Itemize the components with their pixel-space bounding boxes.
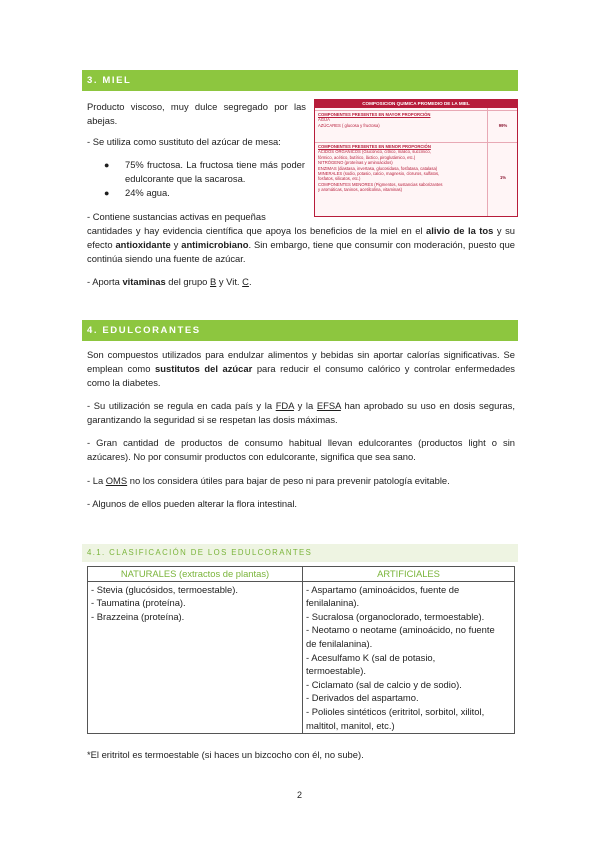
eritritol-note: *El eritritol es termoestable (si haces un bizcocho con él, no sube). [87, 749, 364, 760]
subsection-header-clasificacion: 4.1. CLASIFICACIÓN DE LOS EDULCORANTES [82, 544, 518, 562]
list-item: - Ciclamato (sal de calcio y de sodio). [306, 678, 462, 690]
list-item: - Brazzeina (proteína). [91, 610, 185, 622]
page-number: 2 [296, 790, 302, 800]
efsa-link: EFSA [316, 400, 341, 411]
miel-intro: Producto viscoso, muy dulce segregado por las abejas. [87, 101, 306, 126]
list-item: - Neotamo o neotame (aminoácido, no fuente de fenilalanina). [306, 624, 495, 649]
miel-sustancias-line1: - Contiene sustancias activas en pequeñas [87, 211, 266, 222]
list-item: - Acesulfamo K (sal de potasio, termoestable). [306, 651, 436, 677]
antimicrobiano-term: antimicrobiano [181, 239, 249, 250]
section-header-edulcorantes: 4. EDULCORANTES [82, 320, 518, 341]
section-header-miel: 3. MIEL [82, 70, 518, 91]
bullet-fructosa: 75% fructosa. La fructosa tiene más poder edulcorante que la sacarosa. [125, 159, 305, 184]
composition-table-image [314, 99, 518, 217]
list-item: - Polioles sintéticos (eritritol, sorbitol, xilitol, maltitol, manitol, etc.) [306, 705, 485, 731]
bullet-dot: ● [104, 160, 110, 170]
oms-link: OMS [105, 475, 128, 486]
edulcorantes-definicion: Son compuestos utilizados para endulzar alimentos y bebidas sin aportar calorías significativas. Se emplean como sustitutos del azúcar para reducir el consumo calórico y controlar enfermedades como la diabetes. [87, 349, 515, 388]
list-item: - Taumatina (proteína). [91, 597, 186, 609]
col-header-artificiales: ARTIFICIALES [303, 567, 515, 582]
bullet-dot: ● [104, 188, 110, 198]
edulcorantes-oms: - La OMS no los considera útiles para bajar de peso ni para prevenir patología evitable. [87, 475, 450, 486]
bullet-agua: 24% agua. [125, 187, 170, 198]
edulcorantes-flora: - Algunos de ellos pueden alterar la flora intestinal. [87, 498, 298, 509]
composition-title: COMPOSICION QUIMICA PROMEDIO DE LA MIEL [315, 100, 517, 108]
list-item: - Stevia (glucósidos, termoestable). [91, 583, 238, 595]
fda-link: FDA [275, 400, 294, 411]
list-item: - Aspartamo (aminoácidos, fuente de fenilalanina). [306, 583, 460, 609]
composition-minor-row: COMPONENTES PRESENTES EN MENOR PROPORCIÓN ÁCIDOS ORGÁNICOS (Glucónico, cítrico, málico, succínico, fórmico, acético, butírico, láctico, piroglutámico, etc.) NITRÓGENO (proteínas y aminoácidos) ENZIMAS (diastasa, invertasa, glucosidasa, fosfatasa, catalasa) MINERALES (sodio, potasio, calcio, magnesio, cloruros, sulfatos, fosfatos, silicatos, etc.) COMPONENTES MENORES (Pigmentos, sustancias saborizantes y aromáticas, taninos, acetilcolina, vitaminas) 1% [315, 142, 518, 217]
artificiales-cell [303, 581, 515, 734]
miel-vitaminas: - Aporta vitaminas del grupo B y Vit. C. [87, 276, 252, 287]
list-item: - Derivados del aspartamo. [306, 692, 419, 704]
classification-table [87, 566, 515, 734]
composition-major-row: COMPONENTES PRESENTES EN MAYOR PROPORCIÓN AGUA AZÚCARES ( glucosa y fructosa) 99% [315, 110, 518, 141]
antioxidante-term: antioxidante [115, 239, 171, 250]
edulcorantes-regulacion: - Su utilización se regula en cada país y la FDA y la EFSA han aprobado su uso en dosis seguras, garantizando la seguridad si se respetan las dosis máximas. [87, 400, 515, 425]
col-header-naturales: NATURALES (extractos de plantas) [88, 567, 303, 582]
list-item: - Sucralosa (organoclorado, termoestable). [306, 610, 485, 622]
miel-beneficios: cantidades y hay evidencia científica que apoya los beneficios de la miel en el alivio de la tos y su efecto antioxidante y antimicrobiano. Sin embargo, tiene que consumir con moderación, puesto que continúa siendo una fuente de azúcar. [87, 225, 515, 264]
miel-uso: - Se utiliza como sustituto del azúcar de mesa: [87, 136, 281, 147]
alivio-tos: alivio de la tos [426, 225, 494, 236]
edulcorantes-productos: - Gran cantidad de productos de consumo habitual llevan edulcorantes (productos light o sin azúcares). No por consumir productos con edulcorante, significa que sea sano. [87, 437, 515, 462]
naturales-cell [88, 581, 303, 734]
